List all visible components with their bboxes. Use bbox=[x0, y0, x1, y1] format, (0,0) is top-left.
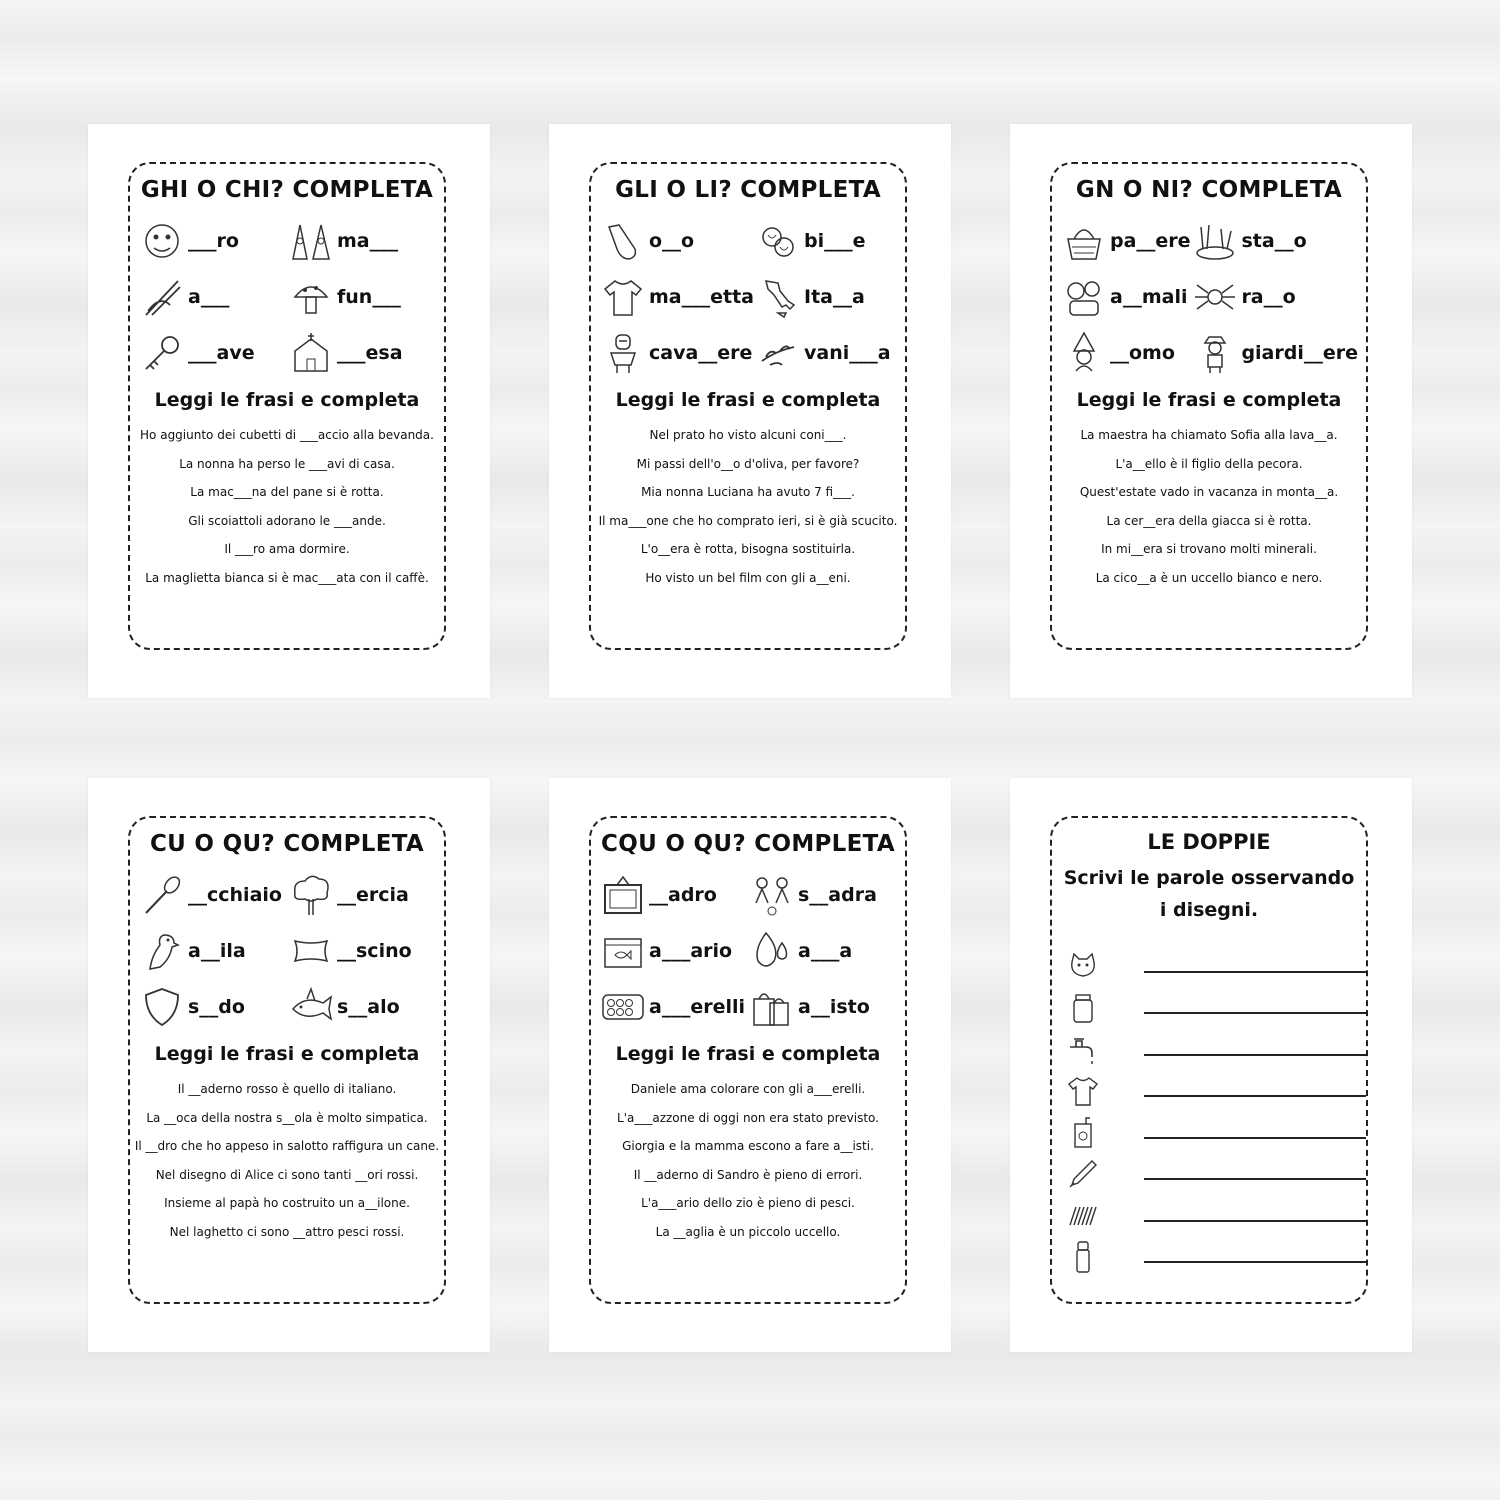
writing-row bbox=[1066, 1071, 1366, 1113]
writing-lines bbox=[1066, 946, 1366, 1278]
worksheet-cu-qu bbox=[88, 778, 490, 1352]
word-blank: ___ro bbox=[188, 230, 239, 252]
writing-line[interactable] bbox=[1144, 1220, 1366, 1222]
marbles-icon bbox=[756, 219, 800, 263]
sentence: Ho visto un bel film con gli a__eni. bbox=[645, 570, 851, 585]
wizards-icon bbox=[289, 219, 333, 263]
watercolors-icon bbox=[601, 985, 645, 1029]
mushroom-icon bbox=[289, 275, 333, 319]
sentence: Il __aderno rosso è quello di italiano. bbox=[177, 1082, 397, 1096]
church-icon bbox=[289, 331, 333, 375]
word-blank: a__isto bbox=[798, 996, 870, 1018]
word-item bbox=[601, 871, 748, 919]
sentence-list bbox=[591, 1075, 905, 1247]
word-blank: __omo bbox=[1110, 342, 1175, 364]
word-blank: giardi__ere bbox=[1241, 342, 1358, 364]
word-item bbox=[750, 871, 897, 919]
section-subtitle: Leggi le frasi e completa bbox=[615, 1043, 881, 1065]
word-item bbox=[289, 329, 436, 377]
word-blank: fun___ bbox=[337, 286, 401, 308]
writing-row bbox=[1066, 946, 1366, 988]
cat-icon bbox=[1066, 950, 1100, 984]
word-item bbox=[1193, 217, 1358, 265]
spring-icon bbox=[1066, 1199, 1100, 1233]
eagle-icon bbox=[140, 929, 184, 973]
writing-line[interactable] bbox=[1144, 1261, 1366, 1263]
section-subtitle: Leggi le frasi e completa bbox=[615, 389, 881, 411]
worksheet-card bbox=[128, 162, 446, 650]
worksheet-card bbox=[1050, 816, 1368, 1304]
sentence: La __oca della nostra s__ola è molto simpatica. bbox=[146, 1110, 428, 1125]
word-item bbox=[1193, 273, 1358, 321]
needle-icon bbox=[140, 275, 184, 319]
sentence: Ho aggiunto dei cubetti di ___accio alla bevanda. bbox=[140, 428, 434, 442]
word-item bbox=[601, 273, 754, 321]
worksheet-title: CQU O QU? COMPLETA bbox=[601, 831, 895, 857]
word-grid bbox=[1052, 217, 1366, 377]
word-item bbox=[756, 329, 897, 377]
worksheet-gli-li bbox=[549, 124, 951, 698]
word-blank: ma___etta bbox=[649, 286, 754, 308]
word-blank: a___ario bbox=[649, 940, 733, 962]
word-item bbox=[756, 273, 897, 321]
word-item bbox=[140, 217, 287, 265]
sentence: La mac___na del pane si è rotta. bbox=[190, 485, 384, 500]
word-grid bbox=[130, 871, 444, 1031]
writing-row bbox=[1066, 988, 1366, 1030]
word-grid bbox=[591, 871, 905, 1031]
section-subtitle: Leggi le frasi e completa bbox=[1076, 389, 1342, 411]
pond-icon bbox=[1193, 219, 1237, 263]
italy-map-icon bbox=[756, 275, 800, 319]
word-item bbox=[1062, 217, 1191, 265]
word-item bbox=[1062, 329, 1191, 377]
sentence: Quest'estate vado in vacanza in monta__a. bbox=[1079, 485, 1339, 500]
spider-icon bbox=[1193, 275, 1237, 319]
word-blank: a___ bbox=[188, 286, 230, 308]
writing-row bbox=[1066, 1154, 1366, 1196]
word-blank: ma___ bbox=[337, 230, 399, 252]
aquarium-icon bbox=[601, 929, 645, 973]
sentence: Daniele ama colorare con gli a___erelli. bbox=[630, 1082, 866, 1096]
pillow-icon bbox=[289, 929, 333, 973]
sentence: Il __dro che ho appeso in salotto raffigura un cane. bbox=[134, 1139, 440, 1154]
sentence: Mi passi dell'o__o d'oliva, per favore? bbox=[636, 456, 860, 471]
word-item bbox=[289, 273, 436, 321]
word-item bbox=[289, 983, 436, 1031]
word-item bbox=[289, 927, 436, 975]
glue-stick-icon bbox=[1066, 1240, 1100, 1274]
word-blank: Ita__a bbox=[804, 286, 865, 308]
word-blank: s__adra bbox=[798, 884, 877, 906]
word-blank: pa__ere bbox=[1110, 230, 1191, 252]
word-item bbox=[140, 871, 287, 919]
sentence: In mi__era si trovano molti minerali. bbox=[1101, 542, 1317, 557]
sentence: Nel laghetto ci sono __attro pesci rossi. bbox=[169, 1224, 405, 1239]
worksheet-cqu-qu bbox=[549, 778, 951, 1352]
worksheet-doppie bbox=[1010, 778, 1412, 1352]
gardener-icon bbox=[1193, 331, 1237, 375]
oil-bottle-icon bbox=[601, 219, 645, 263]
shopping-bags-icon bbox=[750, 985, 794, 1029]
sentence: L'a___azzone di oggi non era stato previsto. bbox=[617, 1110, 879, 1125]
writing-line[interactable] bbox=[1144, 1095, 1366, 1097]
word-item bbox=[750, 927, 897, 975]
writing-row bbox=[1066, 1029, 1366, 1071]
sentence: Il ___ro ama dormire. bbox=[224, 542, 350, 557]
faucet-icon bbox=[1066, 1033, 1100, 1067]
worksheet-instruction: Scrivi le parole osservando i disegni. bbox=[1063, 867, 1355, 921]
word-item bbox=[1193, 329, 1358, 377]
writing-row bbox=[1066, 1112, 1366, 1154]
word-blank: ___esa bbox=[337, 342, 403, 364]
shark-icon bbox=[289, 985, 333, 1029]
jar-icon bbox=[1066, 991, 1100, 1025]
sentence: L'o__era è rotta, bisogna sostituirla. bbox=[640, 542, 856, 557]
soccer-team-icon bbox=[750, 873, 794, 917]
knight-icon bbox=[601, 331, 645, 375]
word-blank: __scino bbox=[337, 940, 412, 962]
word-grid bbox=[130, 217, 444, 377]
tshirt-icon bbox=[1066, 1074, 1100, 1108]
vanilla-icon bbox=[756, 331, 800, 375]
word-blank: a__mali bbox=[1110, 286, 1188, 308]
word-item bbox=[140, 329, 287, 377]
word-blank: ra__o bbox=[1241, 286, 1296, 308]
sentence: Nel disegno di Alice ci sono tanti __ori rossi. bbox=[155, 1167, 419, 1182]
word-item bbox=[601, 983, 748, 1031]
word-blank: __ercia bbox=[337, 884, 409, 906]
worksheet-card bbox=[1050, 162, 1368, 650]
word-item bbox=[601, 217, 754, 265]
sentence: Il __aderno di Sandro è pieno di errori. bbox=[633, 1167, 863, 1182]
sentence: La maestra ha chiamato Sofia alla lava__a. bbox=[1080, 428, 1338, 442]
word-item bbox=[601, 329, 754, 377]
sentence-list bbox=[130, 1075, 444, 1247]
sentence-list bbox=[130, 421, 444, 593]
worksheet-card bbox=[128, 816, 446, 1304]
word-blank: a___a bbox=[798, 940, 853, 962]
sentence-list bbox=[591, 421, 905, 593]
writing-line[interactable] bbox=[1144, 1054, 1366, 1056]
worksheet-gn-ni bbox=[1010, 124, 1412, 698]
sentence: La cico__a è un uccello bianco e nero. bbox=[1095, 570, 1323, 585]
word-item bbox=[1062, 273, 1191, 321]
worksheet-card bbox=[589, 162, 907, 650]
sentence: L'a___ario dello zio è pieno di pesci. bbox=[641, 1196, 855, 1211]
sentence: Giorgia e la mamma escono a fare a__isti. bbox=[622, 1139, 874, 1154]
writing-row bbox=[1066, 1237, 1366, 1279]
word-blank: a__ila bbox=[188, 940, 246, 962]
gnome-icon bbox=[1062, 331, 1106, 375]
word-item bbox=[601, 927, 748, 975]
worksheet-title: CU O QU? COMPLETA bbox=[149, 831, 425, 857]
section-subtitle: Leggi le frasi e completa bbox=[154, 1043, 420, 1065]
sentence: Insieme al papà ho costruito un a__ilone. bbox=[164, 1196, 410, 1211]
writing-line[interactable] bbox=[1144, 971, 1366, 973]
tshirt-icon bbox=[601, 275, 645, 319]
shield-icon bbox=[140, 985, 184, 1029]
word-item bbox=[140, 273, 287, 321]
word-blank: a___erelli bbox=[649, 996, 746, 1018]
sentence: Mia nonna Luciana ha avuto 7 fi___. bbox=[641, 485, 855, 500]
spoon-icon bbox=[140, 873, 184, 917]
worksheet-title: LE DOPPIE bbox=[1147, 830, 1271, 854]
word-blank: s__do bbox=[188, 996, 245, 1018]
sentence: La cer__era della giacca si è rotta. bbox=[1106, 513, 1312, 528]
word-blank: sta__o bbox=[1241, 230, 1307, 252]
writing-row bbox=[1066, 1195, 1366, 1237]
word-item bbox=[140, 983, 287, 1031]
worksheet-title: GHI O CHI? COMPLETA bbox=[140, 177, 434, 203]
animals-icon bbox=[1062, 275, 1106, 319]
word-blank: __cchiaio bbox=[188, 884, 282, 906]
juice-box-icon bbox=[1066, 1116, 1100, 1150]
monster-icon bbox=[140, 219, 184, 263]
worksheet-ghi-chi bbox=[88, 124, 490, 698]
word-blank: __adro bbox=[649, 884, 717, 906]
writing-line[interactable] bbox=[1144, 1012, 1366, 1014]
word-item bbox=[750, 983, 897, 1031]
sentence-list bbox=[1052, 421, 1366, 593]
marker-icon bbox=[1066, 1157, 1100, 1191]
water-drop-icon bbox=[750, 929, 794, 973]
word-item bbox=[289, 217, 436, 265]
sentence: Il ma___one che ho comprato ieri, si è già scucito. bbox=[598, 513, 898, 528]
worksheet-title: GN O NI? COMPLETA bbox=[1075, 177, 1343, 203]
word-blank: ___ave bbox=[188, 342, 255, 364]
picture-frame-icon bbox=[601, 873, 645, 917]
basket-icon bbox=[1062, 219, 1106, 263]
sentence: Nel prato ho visto alcuni coni___. bbox=[649, 428, 847, 442]
word-grid bbox=[591, 217, 905, 377]
sentence: L'a__ello è il figlio della pecora. bbox=[1115, 456, 1303, 471]
word-blank: vani___a bbox=[804, 342, 891, 364]
writing-line[interactable] bbox=[1144, 1178, 1366, 1180]
word-item bbox=[289, 871, 436, 919]
sentence: La maglietta bianca si è mac___ata con il caffè. bbox=[145, 570, 429, 585]
section-subtitle: Leggi le frasi e completa bbox=[154, 389, 420, 411]
writing-line[interactable] bbox=[1144, 1137, 1366, 1139]
sentence: La __aglia è un piccolo uccello. bbox=[655, 1224, 841, 1239]
word-item bbox=[140, 927, 287, 975]
word-item bbox=[756, 217, 897, 265]
word-blank: cava__ere bbox=[649, 342, 753, 364]
worksheet-title: GLI O LI? COMPLETA bbox=[615, 177, 881, 203]
key-icon bbox=[140, 331, 184, 375]
word-blank: o__o bbox=[649, 230, 695, 252]
word-blank: s__alo bbox=[337, 996, 400, 1018]
sentence: La nonna ha perso le ___avi di casa. bbox=[179, 456, 395, 471]
oak-tree-icon bbox=[289, 873, 333, 917]
word-blank: bi___e bbox=[804, 230, 866, 252]
worksheet-card bbox=[589, 816, 907, 1304]
sentence: Gli scoiattoli adorano le ___ande. bbox=[188, 513, 386, 528]
